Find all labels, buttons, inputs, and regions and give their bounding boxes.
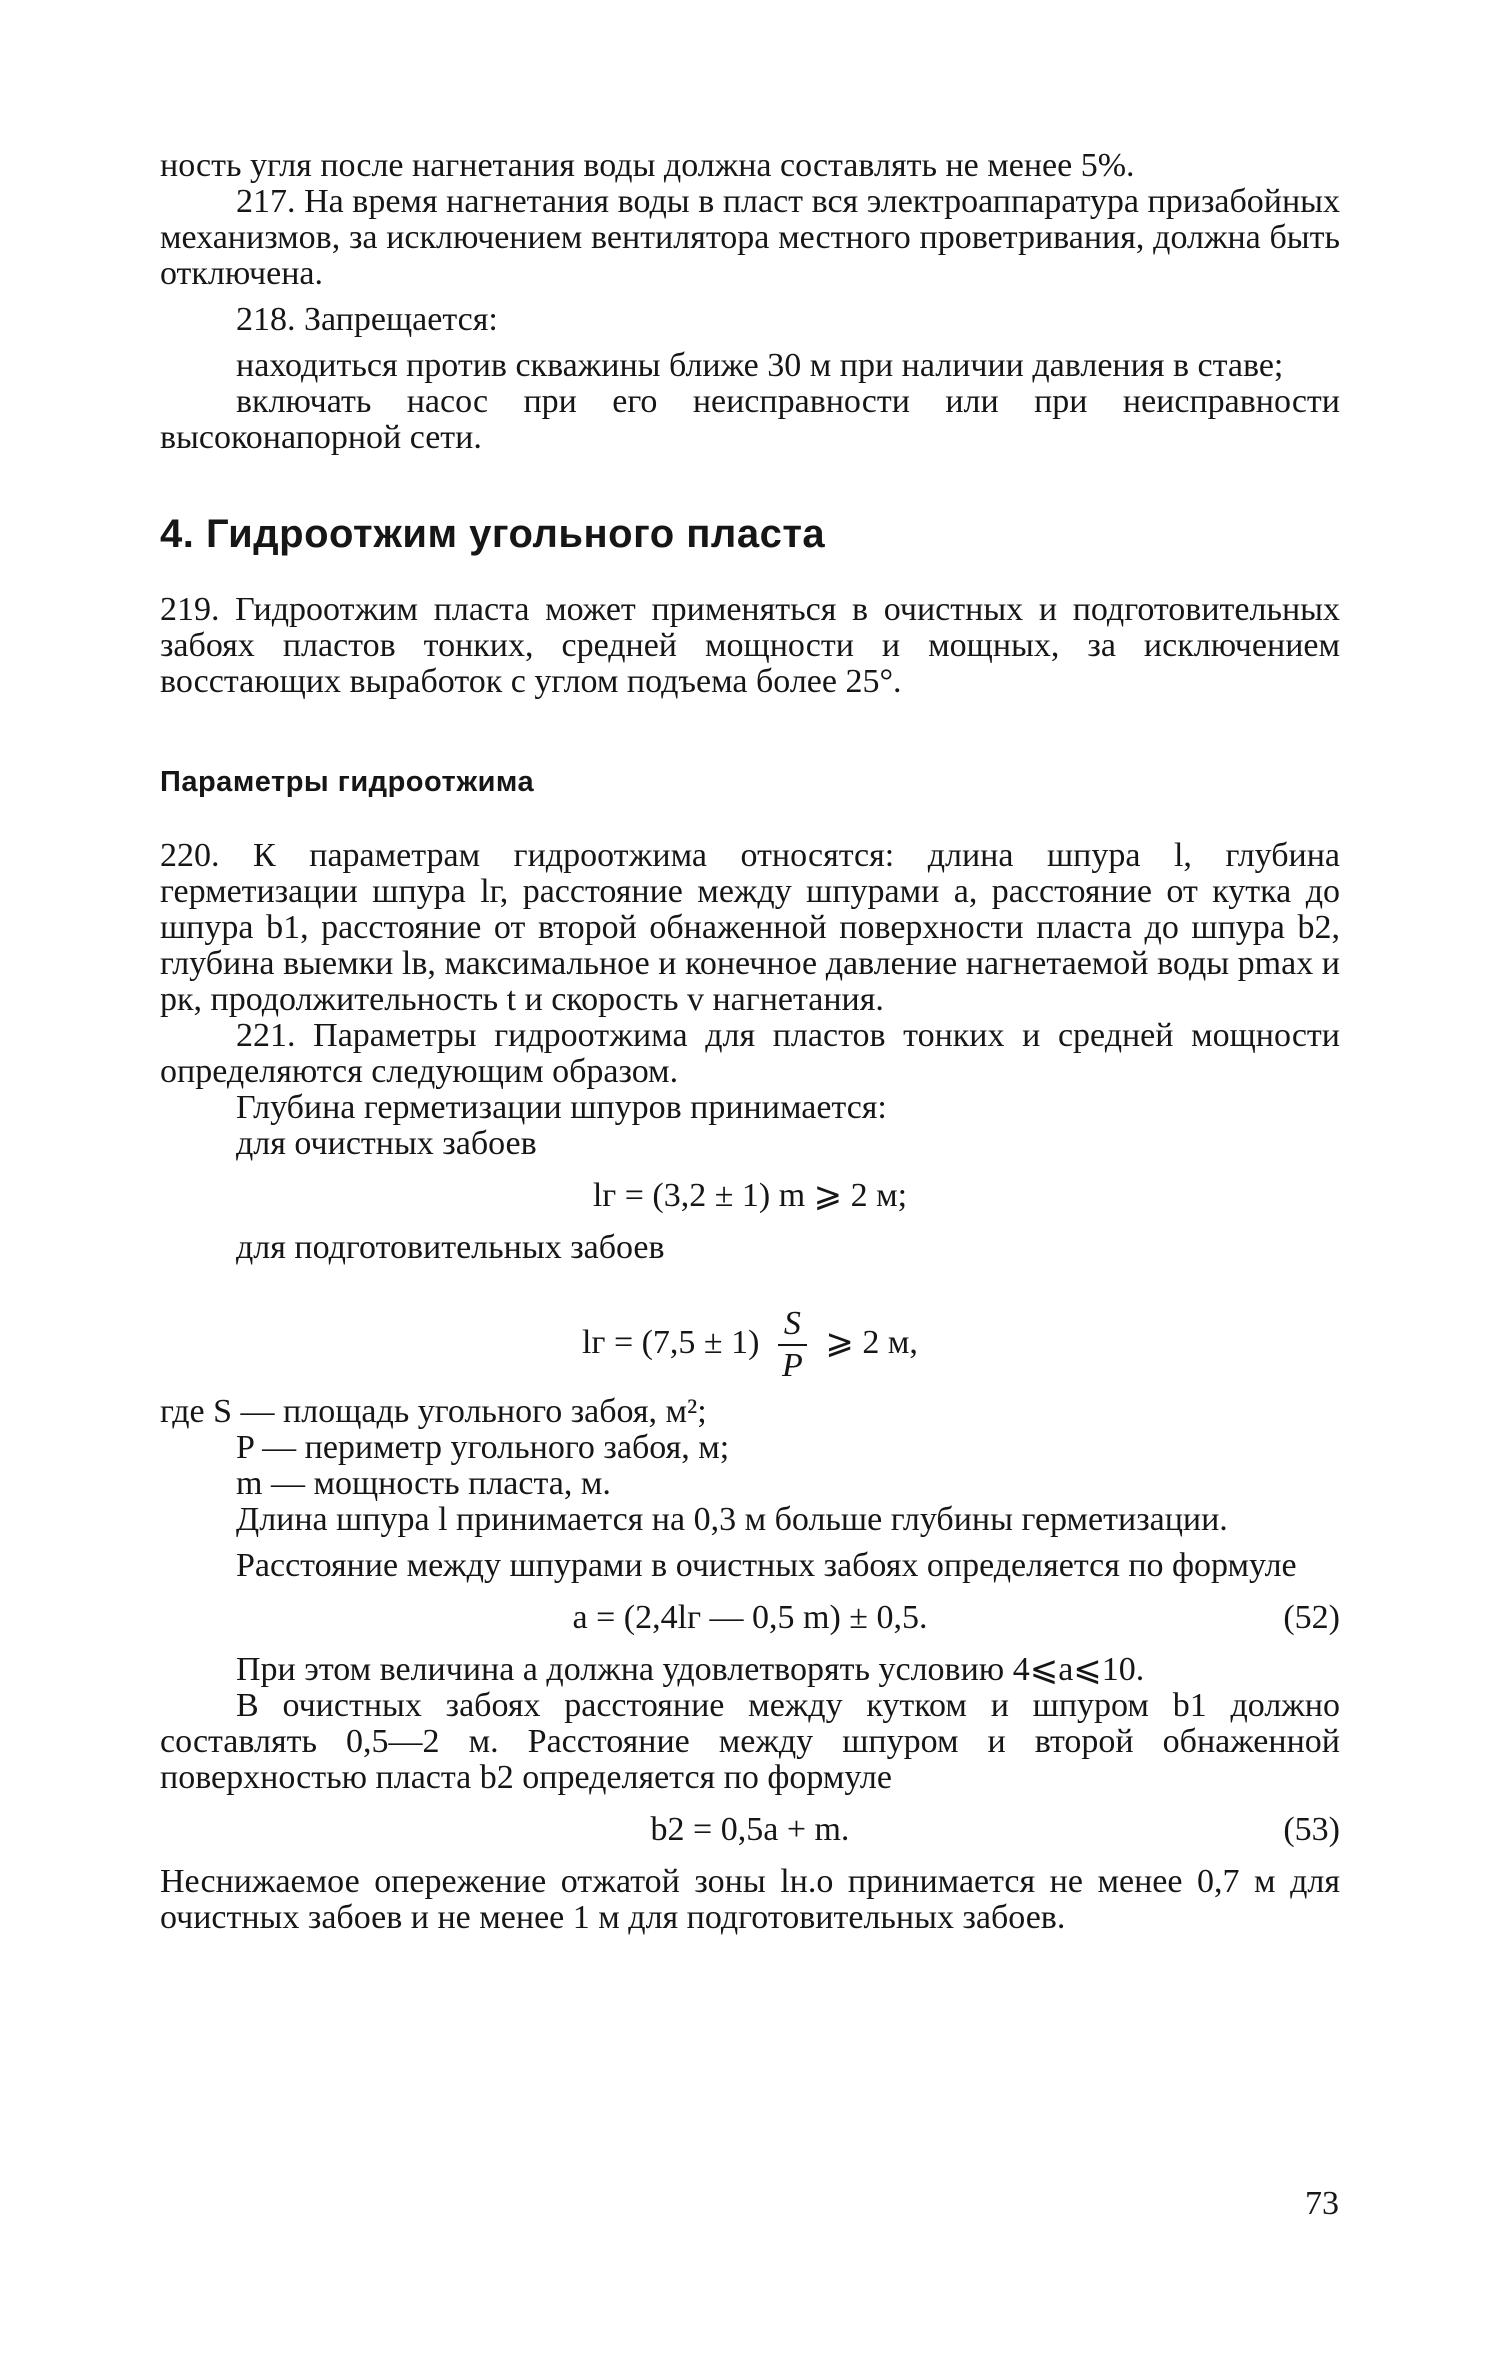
paragraph-intro: ность угля после нагнетания воды должна составлять не менее 5%. bbox=[160, 147, 1135, 184]
formula-expression: b2 = 0,5a + m. bbox=[650, 1811, 850, 1848]
paragraph-219: 219. Гидроотжим пласта может применяться в очистных и подготовительных забоях пластов тонких, средней мощности и мощных, за исключением восстающих выработок с углом подъема более 25°. bbox=[160, 591, 1340, 700]
definition-m: m — мощность пласта, м. bbox=[236, 1465, 611, 1502]
fraction-denominator: P bbox=[782, 1347, 803, 1384]
section-title: 4. Гидроотжим угольного пласта bbox=[160, 512, 826, 556]
paragraph-221: 221. Параметры гидроотжима для пластов тонких и средней мощности определяются следующим образом. bbox=[160, 1017, 1340, 1090]
fraction bbox=[778, 1304, 807, 1386]
formula-right: ⩾ 2 м, bbox=[825, 1323, 918, 1361]
formula-number: (52) bbox=[1283, 1599, 1340, 1636]
definition-s: где S — площадь угольного забоя, м²; bbox=[160, 1393, 707, 1430]
formula-expression: lг = (3,2 ± 1) m ⩾ 2 м; bbox=[592, 1177, 908, 1214]
paragraph-220: 220. К параметрам гидроотжима относятся: длина шпура l, глубина герметизации шпура lг, расстояние между шпурами a, расстояние от кутка до шпура b1, расстояние от второй обнаженной поверхности пласта до шпура b2, глубина выемки lв, максимальное и конечное давление нагнетаемой воды pmax и pк, продолжительность t и скорость v нагнетания. bbox=[160, 837, 1340, 1018]
paragraph-hole-length: Длина шпура l принимается на 0,3 м больше глубины герметизации. bbox=[236, 1501, 1228, 1538]
paragraph-221-face: для очистных забоев bbox=[236, 1125, 537, 1162]
formula-52 bbox=[160, 1596, 1340, 1640]
formula-53 bbox=[160, 1808, 1340, 1852]
paragraph-221-depth: Глубина герметизации шпуров принимается: bbox=[236, 1089, 887, 1126]
definition-p: P — периметр угольного забоя, м; bbox=[236, 1429, 730, 1466]
paragraph-hole-distance: Расстояние между шпурами в очистных забоях определяется по формуле bbox=[236, 1547, 1297, 1584]
paragraph-218-item-1: находиться против скважины ближе 30 м при наличии давления в ставе; bbox=[236, 347, 1284, 384]
formula-number: (53) bbox=[1283, 1811, 1340, 1848]
formula-expression: a = (2,4lг — 0,5 m) ± 0,5. bbox=[572, 1599, 928, 1636]
paragraph-condition: При этом величина a должна удовлетворять условию 4⩽a⩽10. bbox=[236, 1651, 1145, 1688]
page-number: 73 bbox=[1305, 2185, 1339, 2222]
paragraph-218-item-2: включать насос при его неисправности или при неисправности высоконапорной сети. bbox=[160, 383, 1340, 456]
page-body bbox=[160, 148, 1340, 1936]
paragraph-221-prep: для подготовительных забоев bbox=[236, 1229, 665, 1266]
paragraph-217: 217. На время нагнетания воды в пласт вся электроаппаратура призабойных механизмов, за исключением вентилятора местного проветривания, должна быть отключена. bbox=[160, 183, 1340, 292]
fraction-numerator: S bbox=[778, 1304, 807, 1346]
subsection-title: Параметры гидроотжима bbox=[160, 766, 535, 798]
paragraph-218: 218. Запрещается: bbox=[236, 301, 498, 338]
paragraph-advance: Неснижаемое опережение отжатой зоны lн.о принимается не менее 0,7 м для очистных забоев и не менее 1 м для подготовительных забоев. bbox=[160, 1863, 1340, 1936]
paragraph-b1: В очистных забоях расстояние между кутком и шпуром b1 должно составлять 0,5—2 м. Расстояние между шпуром и второй обнаженной поверхностью пласта b2 определяется по формуле bbox=[160, 1687, 1340, 1796]
formula-sealing-depth-prep bbox=[160, 1274, 1340, 1384]
formula-left: lг = (7,5 ± 1) bbox=[582, 1323, 760, 1361]
formula-sealing-depth-face bbox=[160, 1174, 1340, 1218]
